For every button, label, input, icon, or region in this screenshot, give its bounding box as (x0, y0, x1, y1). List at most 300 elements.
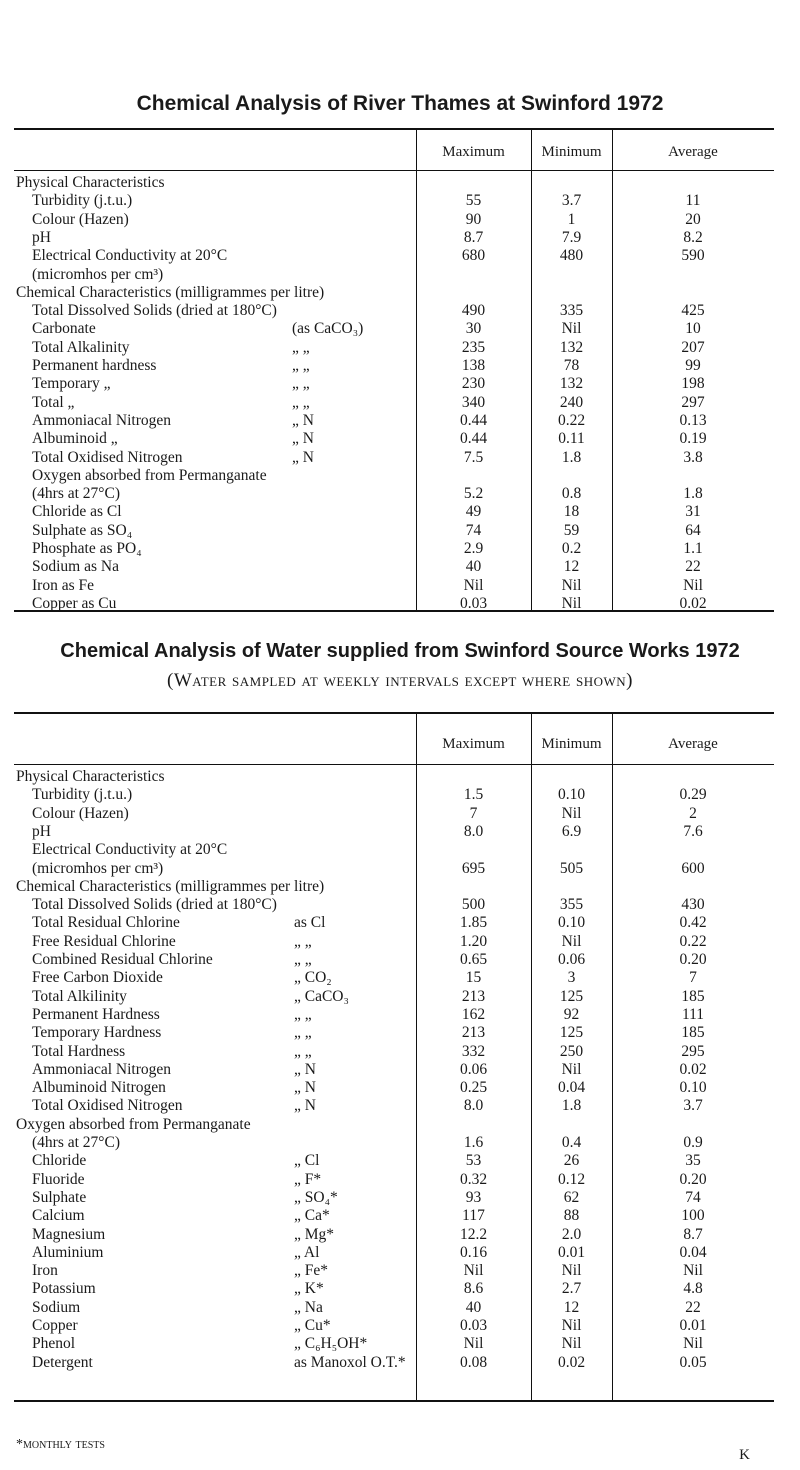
cell-min: 6.9 (561, 822, 582, 840)
row-label: Albuminoid Nitrogen (32, 1079, 166, 1097)
cell-min: Nil (561, 594, 582, 612)
table-row (14, 541, 774, 557)
cell-max: 30 (465, 320, 482, 338)
table-row (14, 1208, 774, 1224)
cell-max: 0.08 (459, 1353, 488, 1371)
row-unit: „ C₆H₅OH* (294, 1335, 368, 1353)
cell-avg: 425 (681, 302, 705, 320)
row-label: Permanent Hardness (32, 1005, 160, 1023)
row-unit: „ N (292, 430, 314, 448)
row-unit: „ N (294, 1060, 316, 1078)
row-unit: „ „ (294, 932, 312, 950)
table-row (14, 915, 774, 931)
table-row (14, 578, 774, 594)
cell-avg: 0.02 (679, 594, 707, 612)
cell-avg: 430 (681, 896, 705, 914)
cell-max: 55 (465, 192, 482, 210)
cell-avg: Nil (683, 1335, 703, 1353)
cell-avg: 64 (685, 521, 701, 539)
table-row (14, 1153, 774, 1169)
cell-max: 12.2 (459, 1225, 488, 1243)
row-unit: „ „ (292, 338, 310, 356)
row-unit: „ K* (294, 1280, 324, 1298)
row-label: Phenol (32, 1335, 76, 1353)
row-label: Calcium (32, 1207, 85, 1225)
row-label: Total Hardness (32, 1042, 126, 1060)
row-label: Copper (32, 1317, 78, 1334)
cell-max: 53 (465, 1152, 482, 1170)
row-label: Ammoniacal Nitrogen (32, 411, 172, 429)
cell-max: 40 (465, 558, 482, 576)
table-row (14, 861, 774, 877)
cell-max: 332 (461, 1042, 486, 1060)
cell-avg: 185 (681, 1024, 705, 1042)
row-label: Chemical Characteristics (milligrammes per litre) (16, 877, 325, 895)
row-label: Oxygen absorbed from Permanganate (32, 466, 267, 484)
table-row (14, 321, 774, 337)
table-row (14, 376, 774, 392)
cell-avg: 3.7 (683, 1097, 703, 1115)
row-label: Magnesium (32, 1225, 106, 1243)
cell-avg: 4.8 (683, 1280, 703, 1298)
cell-max: 1.6 (463, 1134, 484, 1151)
cell-min: 18 (563, 503, 580, 521)
cell-avg: 0.05 (679, 1353, 707, 1371)
table-row (14, 230, 774, 246)
table-row (14, 303, 774, 319)
cell-avg: 20 (685, 210, 701, 228)
cell-avg: 3.8 (683, 448, 703, 466)
cell-max: 213 (461, 1024, 486, 1042)
cell-min: 125 (559, 987, 584, 1005)
cell-max: 117 (462, 1207, 485, 1225)
row-label: Sodium as Na (32, 558, 119, 576)
row-label: Chloride as Cl (32, 503, 122, 521)
cell-min: 1.8 (561, 448, 582, 466)
cell-max: 500 (461, 896, 486, 914)
row-unit: „ Al (294, 1243, 320, 1261)
table-row (14, 395, 774, 411)
row-label: Carbonate (32, 320, 96, 338)
cell-avg: 0.19 (679, 430, 707, 448)
row-label: Potassium (32, 1280, 96, 1298)
cell-avg: 22 (685, 558, 701, 576)
cell-min: Nil (561, 1317, 582, 1334)
cell-max: 340 (461, 393, 486, 411)
cell-avg: 1.1 (683, 540, 703, 557)
cell-max: 0.16 (459, 1243, 488, 1261)
table-row (14, 431, 774, 447)
table-row (14, 340, 774, 356)
header-rule (14, 170, 774, 171)
row-label: Temporary Hardness (32, 1024, 162, 1042)
row-label: Sodium (32, 1298, 81, 1316)
cell-max: 8.6 (463, 1280, 484, 1298)
cell-max: 0.44 (459, 411, 488, 429)
cell-avg: 0.02 (679, 1060, 707, 1078)
cell-max: 695 (461, 859, 486, 877)
cell-avg: 0.13 (679, 411, 707, 429)
table-row (14, 1135, 774, 1151)
table2-title: Chemical Analysis of Water supplied from Swinford Source Works 1972 (60, 640, 740, 662)
table-bottom-rule (14, 1400, 774, 1402)
cell-avg: 0.42 (679, 914, 707, 932)
table-row (14, 824, 774, 840)
row-label: Electrical Conductivity at 20°C (32, 247, 228, 265)
header-minimum: Minimum (541, 736, 602, 752)
cell-max: 0.03 (459, 1317, 488, 1334)
cell-avg: 10 (685, 320, 701, 338)
cell-min: 250 (559, 1042, 584, 1060)
row-label: Fluoride (32, 1170, 85, 1188)
row-label: Physical Characteristics (16, 174, 165, 191)
header-average: Average (668, 144, 718, 160)
table-row (14, 1190, 774, 1206)
row-label: Ammoniacal Nitrogen (32, 1060, 172, 1078)
table-top-rule (14, 128, 774, 130)
table-row (14, 1336, 774, 1352)
cell-avg: 11 (685, 192, 701, 210)
table-row (14, 1281, 774, 1297)
footnote: *monthly tests (16, 1437, 105, 1452)
table-row (14, 1300, 774, 1316)
cell-min: 88 (563, 1207, 580, 1225)
cell-avg: 22 (685, 1298, 701, 1316)
row-unit: (as CaCO₃) (292, 320, 364, 338)
cell-avg: 600 (681, 859, 705, 877)
cell-avg: 185 (681, 987, 705, 1005)
table-row (14, 175, 774, 191)
cell-avg: 590 (681, 247, 705, 265)
table-row (14, 212, 774, 228)
cell-min: 240 (559, 393, 584, 411)
cell-max: 49 (465, 503, 482, 521)
cell-min: 3.7 (561, 192, 582, 210)
cell-max: 162 (461, 1005, 486, 1023)
cell-min: 26 (563, 1152, 580, 1170)
cell-min: 12 (563, 558, 580, 576)
row-unit: „ Fe* (294, 1262, 329, 1280)
cell-avg: 7.6 (683, 822, 703, 840)
row-label: Colour (Hazen) (32, 804, 129, 822)
row-unit: „ „ (294, 1042, 312, 1060)
table-row (14, 193, 774, 209)
row-label: Total „ (32, 393, 75, 411)
table-row (14, 769, 774, 785)
cell-min: 0.2 (561, 540, 582, 557)
row-unit: „ „ (292, 393, 310, 411)
cell-avg: 8.2 (683, 228, 703, 246)
cell-min: 335 (559, 302, 584, 320)
row-label: pH (32, 822, 51, 840)
cell-max: 0.03 (459, 594, 488, 612)
cell-avg: 100 (681, 1207, 705, 1225)
cell-min: 355 (559, 896, 584, 914)
cell-avg: 7 (689, 969, 697, 987)
row-label: (micromhos per cm³) (32, 265, 164, 283)
cell-avg: 99 (685, 357, 701, 374)
row-label: Albuminoid „ (32, 430, 118, 448)
cell-min: 0.10 (557, 786, 586, 804)
row-label: Colour (Hazen) (32, 210, 129, 228)
cell-max: Nil (463, 1262, 484, 1280)
cell-max: 0.44 (459, 430, 488, 448)
row-unit: „ Mg* (294, 1225, 335, 1243)
row-label: Iron as Fe (32, 576, 94, 594)
table2-subtitle: (Water sampled at weekly intervals except where shown) (167, 670, 633, 691)
cell-min: 78 (563, 357, 580, 374)
river-thames-analysis-table (14, 128, 774, 638)
table-row (14, 806, 774, 822)
cell-max: 90 (465, 210, 482, 228)
cell-max: 680 (461, 247, 486, 265)
cell-min: 0.12 (557, 1170, 586, 1188)
source-works-analysis-table (14, 712, 774, 1422)
cell-min: 1 (567, 210, 576, 228)
cell-avg: 198 (681, 375, 705, 393)
row-unit: as Cl (294, 914, 326, 932)
table-row (14, 358, 774, 374)
cell-max: 8.7 (463, 228, 484, 246)
row-label: (4hrs at 27°C) (32, 1134, 120, 1151)
cell-min: 0.4 (561, 1134, 582, 1151)
cell-avg: 0.01 (679, 1317, 707, 1334)
cell-max: 0.32 (459, 1170, 488, 1188)
cell-min: 132 (559, 375, 584, 393)
table-row (14, 1227, 774, 1243)
cell-max: 15 (465, 969, 482, 987)
row-label: Sulphate as SO₄ (32, 521, 133, 539)
cell-min: 2.0 (561, 1225, 582, 1243)
cell-max: 235 (461, 338, 486, 356)
cell-max: Nil (463, 1335, 484, 1353)
row-label: Turbidity (j.t.u.) (32, 192, 133, 210)
table-row (14, 1062, 774, 1078)
cell-max: 0.06 (459, 1060, 488, 1078)
row-label: Permanent hardness (32, 357, 157, 374)
row-label: Copper as Cu (32, 594, 117, 612)
cell-min: 0.02 (557, 1353, 586, 1371)
row-unit: „ „ (294, 1005, 312, 1023)
row-unit: „ CO₂ (294, 969, 332, 987)
row-unit: „ „ (292, 375, 310, 393)
cell-min: 480 (559, 247, 584, 265)
cell-min: 3 (567, 969, 576, 987)
table-row (14, 879, 774, 895)
cell-avg: 111 (681, 1005, 705, 1023)
cell-min: 0.22 (557, 411, 586, 429)
row-label: Total Alkalinity (32, 338, 130, 356)
row-label: Turbidity (j.t.u.) (32, 786, 133, 804)
cell-max: 93 (465, 1188, 482, 1206)
table-row (14, 285, 774, 301)
cell-min: Nil (561, 1060, 582, 1078)
table1-title: Chemical Analysis of River Thames at Swinford 1972 (136, 92, 664, 115)
cell-min: 7.9 (561, 228, 582, 246)
cell-avg: 0.22 (679, 932, 707, 950)
cell-avg: 0.20 (679, 1170, 707, 1188)
table-row (14, 1263, 774, 1279)
cell-min: Nil (561, 932, 582, 950)
cell-max: 1.85 (459, 914, 488, 932)
cell-min: 0.01 (557, 1243, 586, 1261)
cell-min: 2.7 (561, 1280, 582, 1298)
cell-avg: 207 (681, 338, 705, 356)
cell-avg: 0.04 (679, 1243, 707, 1261)
row-unit: „ N (294, 1097, 316, 1115)
header-rule (14, 764, 774, 765)
table-row (14, 952, 774, 968)
row-unit: „ SO₄* (294, 1188, 338, 1206)
cell-avg: 0.29 (679, 786, 707, 804)
row-label: Chemical Characteristics (milligrammes per litre) (16, 283, 325, 301)
table-row (14, 248, 774, 264)
row-label: Chloride (32, 1152, 87, 1170)
cell-avg: 31 (685, 503, 701, 521)
row-unit: „ Na (294, 1298, 323, 1316)
row-label: Total Oxidised Nitrogen (32, 448, 183, 466)
cell-min: 0.11 (558, 430, 585, 448)
row-unit: „ F* (294, 1170, 322, 1188)
header-maximum: Maximum (442, 144, 505, 160)
cell-min: Nil (561, 320, 582, 338)
row-label: (micromhos per cm³) (32, 859, 164, 877)
row-label: Combined Residual Chlorine (32, 951, 213, 968)
cell-max: 490 (461, 302, 486, 320)
row-label: Phosphate as PO₄ (32, 540, 142, 557)
table-row (14, 934, 774, 950)
cell-min: 62 (563, 1188, 580, 1206)
page-id: K (739, 1447, 750, 1463)
table-row (14, 1245, 774, 1261)
row-label: Physical Characteristics (16, 768, 165, 785)
row-label: pH (32, 228, 51, 246)
cell-max: 1.5 (463, 786, 484, 804)
cell-avg: 297 (681, 393, 705, 411)
table-row (14, 1098, 774, 1114)
cell-max: 5.2 (463, 485, 484, 503)
cell-avg: 0.10 (679, 1079, 707, 1097)
table-row (14, 970, 774, 986)
table-row (14, 413, 774, 429)
cell-max: 8.0 (463, 1097, 484, 1115)
cell-min: Nil (561, 1335, 582, 1353)
cell-avg: Nil (683, 576, 703, 594)
table-row (14, 523, 774, 539)
table-bottom-rule (14, 610, 774, 612)
row-label: (4hrs at 27°C) (32, 485, 120, 503)
cell-avg: 74 (685, 1188, 701, 1206)
row-label: Detergent (32, 1353, 93, 1371)
row-unit: as Manoxol O.T.* (294, 1353, 406, 1371)
row-label: Aluminium (32, 1243, 104, 1261)
table-row (14, 504, 774, 520)
cell-min: 0.04 (557, 1079, 586, 1097)
cell-max: 0.25 (459, 1079, 488, 1097)
cell-max: 8.0 (463, 822, 484, 840)
cell-avg: 295 (681, 1042, 705, 1060)
table-row (14, 787, 774, 803)
row-label: Total Alkilinity (32, 987, 127, 1005)
row-unit: „ N (292, 448, 314, 466)
row-label: Total Oxidised Nitrogen (32, 1097, 183, 1115)
table-row (14, 468, 774, 484)
table-row (14, 1025, 774, 1041)
cell-avg: Nil (683, 1262, 703, 1280)
cell-avg: 35 (685, 1152, 701, 1170)
cell-max: 1.20 (459, 932, 488, 950)
row-unit: „ N (294, 1079, 316, 1097)
cell-avg: 8.7 (683, 1225, 703, 1243)
table-row (14, 267, 774, 283)
header-maximum: Maximum (442, 736, 505, 752)
cell-max: 40 (465, 1298, 482, 1316)
cell-max: 7.5 (463, 448, 484, 466)
cell-avg: 0.20 (679, 951, 707, 968)
cell-avg: 2 (689, 804, 697, 822)
table-row (14, 842, 774, 858)
row-unit: „ „ (292, 357, 310, 374)
cell-max: 74 (465, 521, 482, 539)
row-label: Temporary „ (32, 375, 111, 393)
cell-max: Nil (463, 576, 484, 594)
table-row (14, 897, 774, 913)
row-unit: „ „ (294, 1024, 312, 1042)
cell-min: 59 (563, 521, 580, 539)
table-row (14, 1355, 774, 1371)
cell-max: 2.9 (463, 540, 484, 557)
row-label: Free Residual Chlorine (32, 932, 176, 950)
cell-max: 213 (461, 987, 486, 1005)
header-average: Average (668, 736, 718, 752)
cell-min: 92 (563, 1005, 580, 1023)
row-label: Iron (32, 1262, 58, 1280)
cell-min: Nil (561, 804, 582, 822)
cell-min: 505 (559, 859, 584, 877)
row-label: Electrical Conductivity at 20°C (32, 841, 228, 859)
row-unit: „ Ca* (294, 1207, 330, 1225)
cell-min: 0.8 (561, 485, 582, 503)
cell-min: 0.10 (557, 914, 586, 932)
row-label: Oxygen absorbed from Permanganate (16, 1115, 251, 1133)
row-label: Total Dissolved Solids (dried at 180°C) (32, 302, 277, 320)
row-unit: „ Cl (294, 1152, 320, 1170)
row-label: Total Dissolved Solids (dried at 180°C) (32, 896, 277, 914)
table-row (14, 559, 774, 575)
cell-min: Nil (561, 576, 582, 594)
row-label: Sulphate (32, 1188, 87, 1206)
cell-min: 0.06 (557, 951, 586, 968)
cell-max: 230 (461, 375, 486, 393)
cell-min: 132 (559, 338, 584, 356)
table-row (14, 1172, 774, 1188)
row-unit: „ CaCO₃ (294, 987, 349, 1005)
cell-max: 138 (461, 357, 486, 374)
row-unit: „ N (292, 411, 314, 429)
cell-max: 0.65 (459, 951, 488, 968)
cell-min: 12 (563, 1298, 580, 1316)
table-row (14, 486, 774, 502)
table-row (14, 1080, 774, 1096)
row-label: Free Carbon Dioxide (32, 969, 163, 987)
table-row (14, 1318, 774, 1334)
table-row (14, 1117, 774, 1133)
table-row (14, 989, 774, 1005)
table-row (14, 1007, 774, 1023)
cell-max: 7 (469, 804, 478, 822)
table-top-rule (14, 712, 774, 714)
cell-min: 1.8 (561, 1097, 582, 1115)
